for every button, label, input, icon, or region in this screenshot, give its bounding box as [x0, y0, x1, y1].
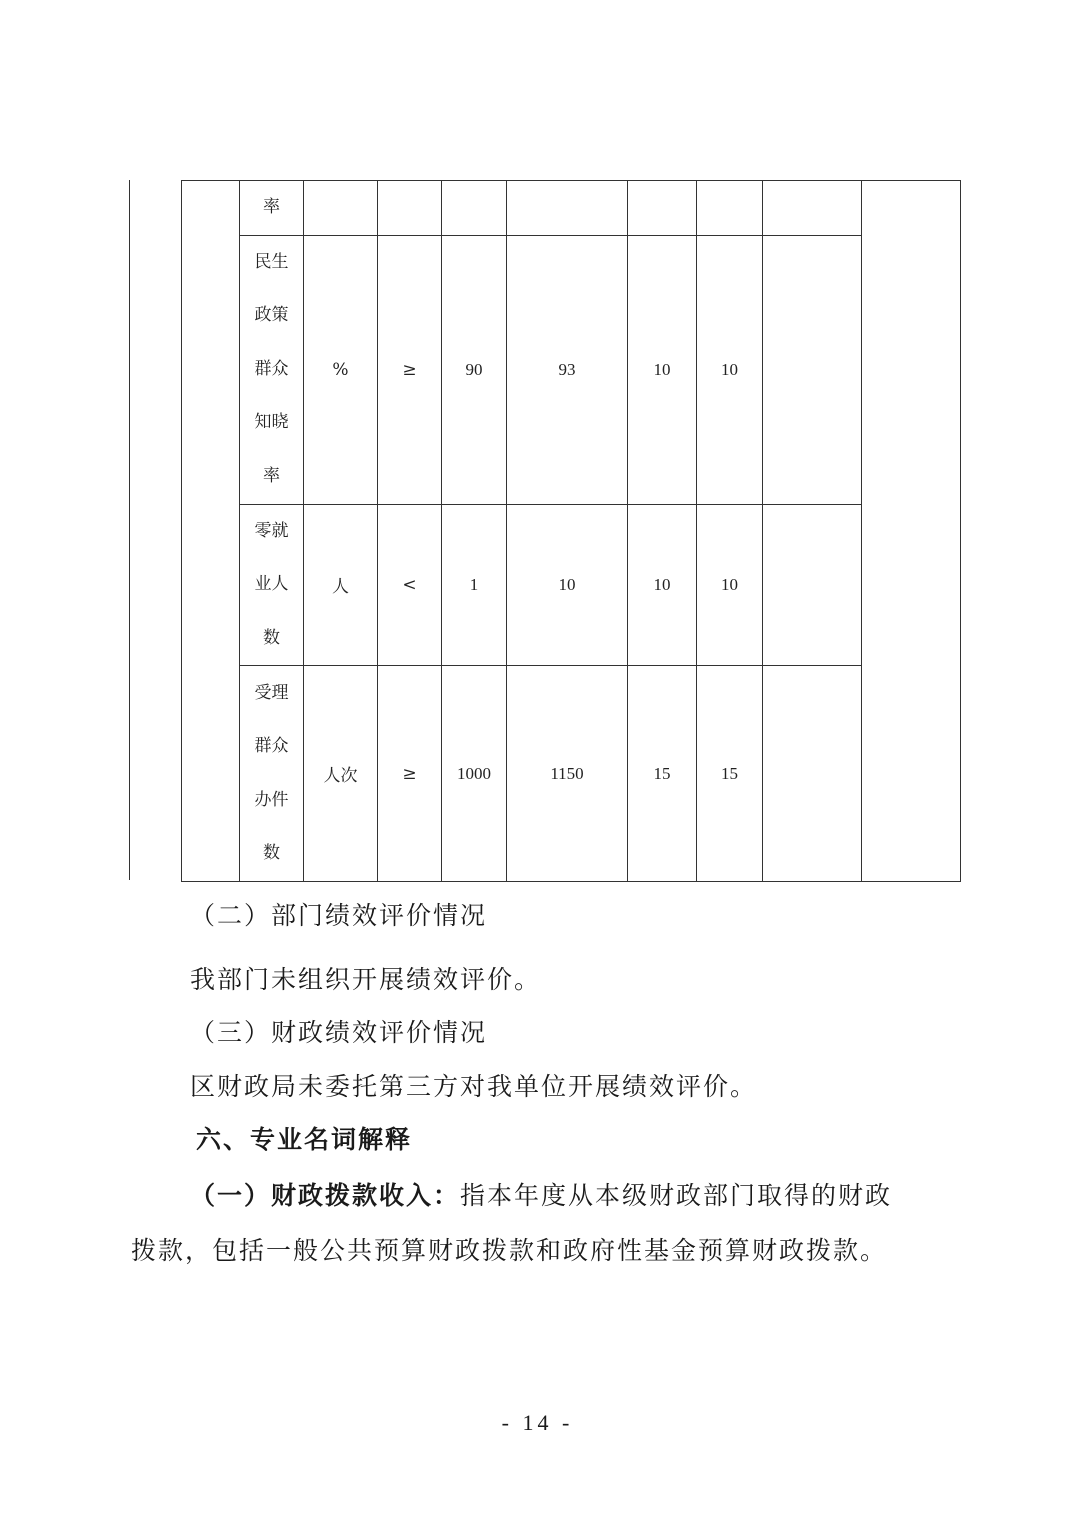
note-cell	[763, 504, 862, 666]
target-cell: 90	[442, 235, 507, 504]
indicator-name-line: 群众	[254, 358, 289, 379]
indicator-name-line: 受理	[254, 682, 289, 703]
unit-cell: 人次	[304, 666, 378, 882]
operator-cell	[378, 181, 442, 236]
indicator-name-line: 率	[263, 465, 280, 486]
note-cell	[763, 666, 862, 882]
score-cell: 10	[697, 504, 763, 666]
table-row	[182, 666, 961, 882]
note-cell	[763, 181, 862, 236]
actual-cell: 1150	[507, 666, 628, 882]
weight-cell: 10	[628, 504, 697, 666]
unit-cell: 人	[304, 504, 378, 666]
glossary-item-1-definition: 指本年度从本级财政部门取得的财政	[460, 1181, 893, 1210]
category-cell-blank	[182, 181, 240, 882]
table-row	[182, 235, 961, 504]
score-cell	[697, 181, 763, 236]
weight-cell: 15	[628, 666, 697, 882]
indicator-name-cell	[240, 181, 304, 236]
score-cell: 15	[697, 666, 763, 882]
operator-cell: <	[378, 504, 442, 666]
score-cell: 10	[697, 235, 763, 504]
indicator-name-line: 率	[263, 197, 280, 217]
indicator-name-line: 民生	[254, 251, 289, 272]
table-row	[182, 181, 961, 236]
unit-cell	[304, 181, 378, 236]
note-cell	[763, 235, 862, 504]
indicator-name-line: 零就	[254, 520, 289, 541]
dept-eval-heading: （二）部门绩效评价情况	[190, 901, 488, 930]
glossary-item-1-term: （一）财政拨款收入：	[190, 1181, 461, 1210]
operator-cell: ≥	[378, 235, 442, 504]
dept-eval-text: 我部门未组织开展绩效评价。	[190, 965, 542, 994]
indicator-name-cell	[240, 666, 304, 882]
actual-cell	[507, 181, 628, 236]
target-cell: 1000	[442, 666, 507, 882]
target-cell	[442, 181, 507, 236]
operator-cell: ≥	[378, 666, 442, 882]
indicator-name-cell	[240, 504, 304, 666]
indicator-name-line: 政策	[254, 305, 289, 326]
fin-eval-heading: （三）财政绩效评价情况	[190, 1018, 488, 1047]
table-row	[182, 504, 961, 666]
margin-rule-line	[129, 180, 130, 880]
glossary-item-1-line-2: 拨款，包括一般公共预算财政拨款和政府性基金预算财政拨款。	[131, 1236, 888, 1265]
page-number: - 14 -	[501, 1410, 574, 1435]
weight-cell: 10	[628, 235, 697, 504]
weight-cell	[628, 181, 697, 236]
glossary-item-1-line-1	[190, 1176, 892, 1212]
indicator-name-line: 业人	[254, 574, 289, 594]
performance-indicator-table	[181, 180, 961, 882]
actual-cell: 93	[507, 235, 628, 504]
indicator-name-line: 数	[263, 843, 280, 863]
glossary-heading: 六、专业名词解释	[196, 1125, 413, 1154]
fin-eval-text: 区财政局未委托第三方对我单位开展绩效评价。	[190, 1072, 758, 1101]
unit-cell: %	[304, 235, 378, 504]
actual-cell: 10	[507, 504, 628, 666]
target-cell: 1	[442, 504, 507, 666]
indicator-name-line: 数	[263, 627, 280, 648]
right-merged-cell	[862, 181, 961, 882]
indicator-name-cell	[240, 235, 304, 504]
indicator-name-line: 知晓	[254, 412, 289, 433]
indicator-name-line: 群众	[254, 736, 289, 756]
indicator-name-line: 办件	[254, 789, 289, 810]
